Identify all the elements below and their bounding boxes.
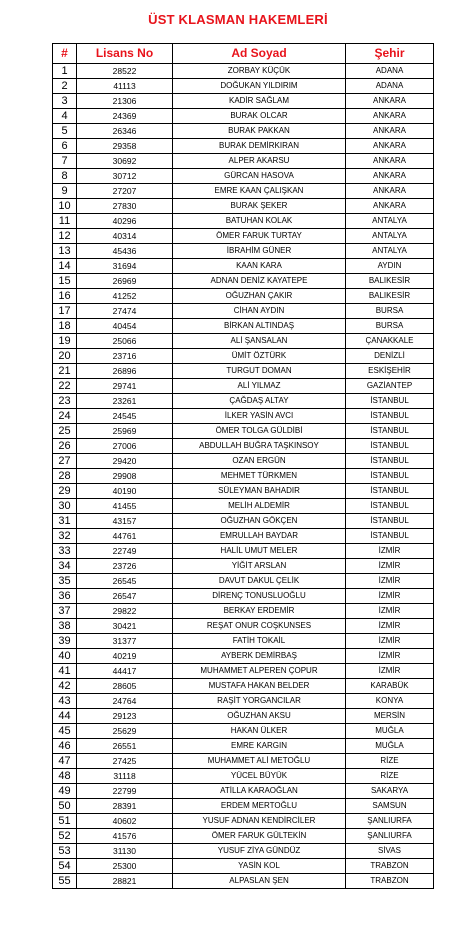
license-number: 43157 xyxy=(77,514,173,529)
license-number: 21306 xyxy=(77,94,173,109)
row-number: 46 xyxy=(53,739,77,754)
table-row xyxy=(53,544,434,559)
table-row xyxy=(53,214,434,229)
row-number: 37 xyxy=(53,604,77,619)
referee-name: CİHAN AYDIN xyxy=(173,304,346,319)
referee-name: OĞUZHAN GÖKÇEN xyxy=(173,514,346,529)
table-row xyxy=(53,409,434,424)
row-number: 18 xyxy=(53,319,77,334)
row-number: 49 xyxy=(53,784,77,799)
license-number: 26969 xyxy=(77,274,173,289)
table-row xyxy=(53,319,434,334)
license-number: 27474 xyxy=(77,304,173,319)
row-number: 16 xyxy=(53,289,77,304)
license-number: 29741 xyxy=(77,379,173,394)
row-number: 13 xyxy=(53,244,77,259)
referee-name: YÜCEL BÜYÜK xyxy=(173,769,346,784)
license-number: 31377 xyxy=(77,634,173,649)
referee-city: İSTANBUL xyxy=(346,514,434,529)
referee-name: ÖMER FARUK TURTAY xyxy=(173,229,346,244)
table-row xyxy=(53,184,434,199)
referee-name: DİRENÇ TONUSLUOĞLU xyxy=(173,589,346,604)
referee-city: ŞANLIURFA xyxy=(346,814,434,829)
referee-city: İSTANBUL xyxy=(346,499,434,514)
table-row xyxy=(53,274,434,289)
header-city: Şehir xyxy=(346,44,434,64)
license-number: 22749 xyxy=(77,544,173,559)
referee-city: ANKARA xyxy=(346,169,434,184)
row-number: 28 xyxy=(53,469,77,484)
license-number: 28391 xyxy=(77,799,173,814)
table-row xyxy=(53,244,434,259)
table-row xyxy=(53,724,434,739)
referee-name: GÜRCAN HASOVA xyxy=(173,169,346,184)
referee-city: ANTALYA xyxy=(346,244,434,259)
referee-city: ANKARA xyxy=(346,94,434,109)
referee-name: SÜLEYMAN BAHADIR xyxy=(173,484,346,499)
license-number: 27830 xyxy=(77,199,173,214)
license-number: 26896 xyxy=(77,364,173,379)
referee-name: KADİR SAĞLAM xyxy=(173,94,346,109)
row-number: 6 xyxy=(53,139,77,154)
license-number: 45436 xyxy=(77,244,173,259)
row-number: 27 xyxy=(53,454,77,469)
referee-name: BERKAY ERDEMİR xyxy=(173,604,346,619)
license-number: 26346 xyxy=(77,124,173,139)
referee-city: RİZE xyxy=(346,754,434,769)
license-number: 26545 xyxy=(77,574,173,589)
referee-name: ADNAN DENİZ KAYATEPE xyxy=(173,274,346,289)
license-number: 24369 xyxy=(77,109,173,124)
referee-city: İZMİR xyxy=(346,664,434,679)
row-number: 14 xyxy=(53,259,77,274)
table-header-row xyxy=(53,44,434,64)
referee-city: ANTALYA xyxy=(346,229,434,244)
referee-name: İBRAHİM GÜNER xyxy=(173,244,346,259)
referee-name: ABDULLAH BUĞRA TAŞKINSOY xyxy=(173,439,346,454)
table-row xyxy=(53,619,434,634)
table-row xyxy=(53,469,434,484)
row-number: 41 xyxy=(53,664,77,679)
row-number: 12 xyxy=(53,229,77,244)
row-number: 3 xyxy=(53,94,77,109)
license-number: 27207 xyxy=(77,184,173,199)
license-number: 28605 xyxy=(77,679,173,694)
row-number: 32 xyxy=(53,529,77,544)
license-number: 25066 xyxy=(77,334,173,349)
referee-city: İSTANBUL xyxy=(346,439,434,454)
referee-city: İZMİR xyxy=(346,604,434,619)
license-number: 29822 xyxy=(77,604,173,619)
referee-name: ATİLLA KARAOĞLAN xyxy=(173,784,346,799)
referee-name: ÇAĞDAŞ ALTAY xyxy=(173,394,346,409)
referee-city: ŞANLIURFA xyxy=(346,829,434,844)
row-number: 8 xyxy=(53,169,77,184)
row-number: 30 xyxy=(53,499,77,514)
row-number: 10 xyxy=(53,199,77,214)
referee-name: EMRULLAH BAYDAR xyxy=(173,529,346,544)
row-number: 51 xyxy=(53,814,77,829)
referee-name: OZAN ERGÜN xyxy=(173,454,346,469)
license-number: 24545 xyxy=(77,409,173,424)
referee-name: İLKER YASİN AVCI xyxy=(173,409,346,424)
license-number: 26551 xyxy=(77,739,173,754)
table-row xyxy=(53,589,434,604)
referee-name: RAŞİT YORGANCILAR xyxy=(173,694,346,709)
referee-name: ZORBAY KÜÇÜK xyxy=(173,64,346,79)
license-number: 44761 xyxy=(77,529,173,544)
table-row xyxy=(53,64,434,79)
row-number: 55 xyxy=(53,874,77,889)
referee-city: İSTANBUL xyxy=(346,424,434,439)
table-row xyxy=(53,334,434,349)
referee-city: İSTANBUL xyxy=(346,469,434,484)
referee-name: ÜMİT ÖZTÜRK xyxy=(173,349,346,364)
referee-city: ANKARA xyxy=(346,139,434,154)
referee-city: TRABZON xyxy=(346,859,434,874)
referee-name: HALİL UMUT MELER xyxy=(173,544,346,559)
table-row xyxy=(53,499,434,514)
license-number: 27425 xyxy=(77,754,173,769)
referee-name: REŞAT ONUR COŞKUNSES xyxy=(173,619,346,634)
row-number: 40 xyxy=(53,649,77,664)
referee-name: YUSUF ADNAN KENDİRCİLER xyxy=(173,814,346,829)
license-number: 29358 xyxy=(77,139,173,154)
row-number: 11 xyxy=(53,214,77,229)
row-number: 21 xyxy=(53,364,77,379)
license-number: 25629 xyxy=(77,724,173,739)
referee-name: DAVUT DAKUL ÇELİK xyxy=(173,574,346,589)
referee-name: ÖMER FARUK GÜLTEKİN xyxy=(173,829,346,844)
license-number: 26547 xyxy=(77,589,173,604)
referee-name: OĞUZHAN ÇAKIR xyxy=(173,289,346,304)
table-row xyxy=(53,784,434,799)
table-row xyxy=(53,139,434,154)
referee-city: ANKARA xyxy=(346,109,434,124)
row-number: 24 xyxy=(53,409,77,424)
referee-name: ERDEM MERTOĞLU xyxy=(173,799,346,814)
referee-city: ANKARA xyxy=(346,154,434,169)
referee-city: ANKARA xyxy=(346,124,434,139)
referee-name: DOĞUKAN YILDIRIM xyxy=(173,79,346,94)
referee-city: BALIKESİR xyxy=(346,289,434,304)
referee-city: İSTANBUL xyxy=(346,484,434,499)
row-number: 17 xyxy=(53,304,77,319)
referee-name: ALİ YILMAZ xyxy=(173,379,346,394)
referee-name: BURAK OLCAR xyxy=(173,109,346,124)
row-number: 4 xyxy=(53,109,77,124)
license-number: 29908 xyxy=(77,469,173,484)
table-row xyxy=(53,799,434,814)
row-number: 43 xyxy=(53,694,77,709)
table-row xyxy=(53,859,434,874)
referee-name: BURAK PAKKAN xyxy=(173,124,346,139)
row-number: 45 xyxy=(53,724,77,739)
table-row xyxy=(53,754,434,769)
row-number: 53 xyxy=(53,844,77,859)
license-number: 41252 xyxy=(77,289,173,304)
referee-city: RİZE xyxy=(346,769,434,784)
row-number: 50 xyxy=(53,799,77,814)
referee-name: EMRE KARGIN xyxy=(173,739,346,754)
referee-name: KAAN KARA xyxy=(173,259,346,274)
license-number: 23261 xyxy=(77,394,173,409)
referee-city: DENİZLİ xyxy=(346,349,434,364)
license-number: 29420 xyxy=(77,454,173,469)
table-row xyxy=(53,814,434,829)
referee-city: ESKİŞEHİR xyxy=(346,364,434,379)
row-number: 31 xyxy=(53,514,77,529)
referee-name: ALPASLAN ŞEN xyxy=(173,874,346,889)
row-number: 1 xyxy=(53,64,77,79)
referee-name: EMRE KAAN ÇALIŞKAN xyxy=(173,184,346,199)
table-row xyxy=(53,289,434,304)
referee-name: FATİH TOKAİL xyxy=(173,634,346,649)
license-number: 22799 xyxy=(77,784,173,799)
referee-name: HAKAN ÜLKER xyxy=(173,724,346,739)
referee-city: TRABZON xyxy=(346,874,434,889)
referee-city: GAZİANTEP xyxy=(346,379,434,394)
license-number: 40602 xyxy=(77,814,173,829)
referee-city: MUĞLA xyxy=(346,724,434,739)
license-number: 30692 xyxy=(77,154,173,169)
row-number: 35 xyxy=(53,574,77,589)
table-row xyxy=(53,829,434,844)
table-row xyxy=(53,634,434,649)
license-number: 25300 xyxy=(77,859,173,874)
table-row xyxy=(53,94,434,109)
row-number: 15 xyxy=(53,274,77,289)
table-row xyxy=(53,514,434,529)
license-number: 40219 xyxy=(77,649,173,664)
table-row xyxy=(53,154,434,169)
table-row xyxy=(53,694,434,709)
table-row xyxy=(53,109,434,124)
referee-city: ANTALYA xyxy=(346,214,434,229)
table-row xyxy=(53,529,434,544)
license-number: 29123 xyxy=(77,709,173,724)
table-row xyxy=(53,454,434,469)
referee-name: MEHMET TÜRKMEN xyxy=(173,469,346,484)
referee-name: MUSTAFA HAKAN BELDER xyxy=(173,679,346,694)
row-number: 39 xyxy=(53,634,77,649)
referee-city: SAMSUN xyxy=(346,799,434,814)
license-number: 41455 xyxy=(77,499,173,514)
referee-city: KARABÜK xyxy=(346,679,434,694)
license-number: 41113 xyxy=(77,79,173,94)
referee-city: İSTANBUL xyxy=(346,529,434,544)
table-row xyxy=(53,169,434,184)
table-row xyxy=(53,844,434,859)
referee-city: ANKARA xyxy=(346,184,434,199)
table-row xyxy=(53,604,434,619)
referee-city: İSTANBUL xyxy=(346,409,434,424)
referee-name: ALİ ŞANSALAN xyxy=(173,334,346,349)
table-row xyxy=(53,424,434,439)
row-number: 54 xyxy=(53,859,77,874)
row-number: 33 xyxy=(53,544,77,559)
referee-city: BURSA xyxy=(346,304,434,319)
referee-city: ÇANAKKALE xyxy=(346,334,434,349)
referee-city: SAKARYA xyxy=(346,784,434,799)
license-number: 44417 xyxy=(77,664,173,679)
referee-city: MUĞLA xyxy=(346,739,434,754)
table-row xyxy=(53,394,434,409)
table-row xyxy=(53,229,434,244)
referee-name: ALPER AKARSU xyxy=(173,154,346,169)
table-row xyxy=(53,769,434,784)
page-title: ÜST KLASMAN HAKEMLERİ xyxy=(148,12,328,27)
table-row xyxy=(53,679,434,694)
referee-name: MELİH ALDEMİR xyxy=(173,499,346,514)
row-number: 38 xyxy=(53,619,77,634)
referee-city: KONYA xyxy=(346,694,434,709)
referee-city: İZMİR xyxy=(346,634,434,649)
header-license-no: Lisans No xyxy=(77,44,173,64)
table-row xyxy=(53,874,434,889)
referee-name: ÖMER TOLGA GÜLDİBİ xyxy=(173,424,346,439)
table-row xyxy=(53,379,434,394)
table-row xyxy=(53,349,434,364)
license-number: 28522 xyxy=(77,64,173,79)
referee-name: TURGUT DOMAN xyxy=(173,364,346,379)
table-row xyxy=(53,574,434,589)
license-number: 40314 xyxy=(77,229,173,244)
license-number: 28821 xyxy=(77,874,173,889)
referee-name: OĞUZHAN AKSU xyxy=(173,709,346,724)
license-number: 31118 xyxy=(77,769,173,784)
row-number: 2 xyxy=(53,79,77,94)
row-number: 9 xyxy=(53,184,77,199)
referee-city: MERSİN xyxy=(346,709,434,724)
table-row xyxy=(53,709,434,724)
table-row xyxy=(53,259,434,274)
license-number: 31130 xyxy=(77,844,173,859)
table-row xyxy=(53,79,434,94)
row-number: 44 xyxy=(53,709,77,724)
license-number: 41576 xyxy=(77,829,173,844)
referee-table xyxy=(52,43,434,889)
row-number: 7 xyxy=(53,154,77,169)
row-number: 23 xyxy=(53,394,77,409)
license-number: 40454 xyxy=(77,319,173,334)
referee-name: YUSUF ZİYA GÜNDÜZ xyxy=(173,844,346,859)
referee-city: İSTANBUL xyxy=(346,454,434,469)
row-number: 25 xyxy=(53,424,77,439)
referee-city: İZMİR xyxy=(346,544,434,559)
header-number: # xyxy=(53,44,77,64)
row-number: 52 xyxy=(53,829,77,844)
referee-city: İZMİR xyxy=(346,589,434,604)
table-row xyxy=(53,559,434,574)
referee-city: BALIKESİR xyxy=(346,274,434,289)
row-number: 29 xyxy=(53,484,77,499)
referee-name: BİRKAN ALTINDAŞ xyxy=(173,319,346,334)
row-number: 5 xyxy=(53,124,77,139)
referee-name: YİĞİT ARSLAN xyxy=(173,559,346,574)
table-row xyxy=(53,439,434,454)
referee-name: MUHAMMET ALPEREN ÇOPUR xyxy=(173,664,346,679)
referee-city: AYDIN xyxy=(346,259,434,274)
row-number: 34 xyxy=(53,559,77,574)
referee-name: BATUHAN KOLAK xyxy=(173,214,346,229)
license-number: 31694 xyxy=(77,259,173,274)
row-number: 20 xyxy=(53,349,77,364)
license-number: 27006 xyxy=(77,439,173,454)
referee-city: İZMİR xyxy=(346,649,434,664)
license-number: 30421 xyxy=(77,619,173,634)
license-number: 23726 xyxy=(77,559,173,574)
referee-city: ADANA xyxy=(346,64,434,79)
referee-city: İZMİR xyxy=(346,559,434,574)
header-full-name: Ad Soyad xyxy=(173,44,346,64)
referee-city: İZMİR xyxy=(346,574,434,589)
referee-city: İZMİR xyxy=(346,619,434,634)
referee-city: ANKARA xyxy=(346,199,434,214)
row-number: 47 xyxy=(53,754,77,769)
referee-name: YASİN KOL xyxy=(173,859,346,874)
table-row xyxy=(53,664,434,679)
referee-name: MUHAMMET ALİ METOĞLU xyxy=(173,754,346,769)
table-row xyxy=(53,649,434,664)
referee-city: ADANA xyxy=(346,79,434,94)
license-number: 40296 xyxy=(77,214,173,229)
table-row xyxy=(53,124,434,139)
referee-city: İSTANBUL xyxy=(346,394,434,409)
referee-name: BURAK ŞEKER xyxy=(173,199,346,214)
referee-city: BURSA xyxy=(346,319,434,334)
table-row xyxy=(53,199,434,214)
table-row xyxy=(53,739,434,754)
row-number: 26 xyxy=(53,439,77,454)
row-number: 19 xyxy=(53,334,77,349)
table-row xyxy=(53,304,434,319)
table-row xyxy=(53,484,434,499)
row-number: 42 xyxy=(53,679,77,694)
license-number: 24764 xyxy=(77,694,173,709)
row-number: 22 xyxy=(53,379,77,394)
license-number: 23716 xyxy=(77,349,173,364)
license-number: 30712 xyxy=(77,169,173,184)
table-body xyxy=(53,64,434,889)
referee-city: SİVAS xyxy=(346,844,434,859)
license-number: 25969 xyxy=(77,424,173,439)
row-number: 48 xyxy=(53,769,77,784)
referee-name: AYBERK DEMİRBAŞ xyxy=(173,649,346,664)
table-row xyxy=(53,364,434,379)
row-number: 36 xyxy=(53,589,77,604)
license-number: 40190 xyxy=(77,484,173,499)
referee-name: BURAK DEMİRKIRAN xyxy=(173,139,346,154)
